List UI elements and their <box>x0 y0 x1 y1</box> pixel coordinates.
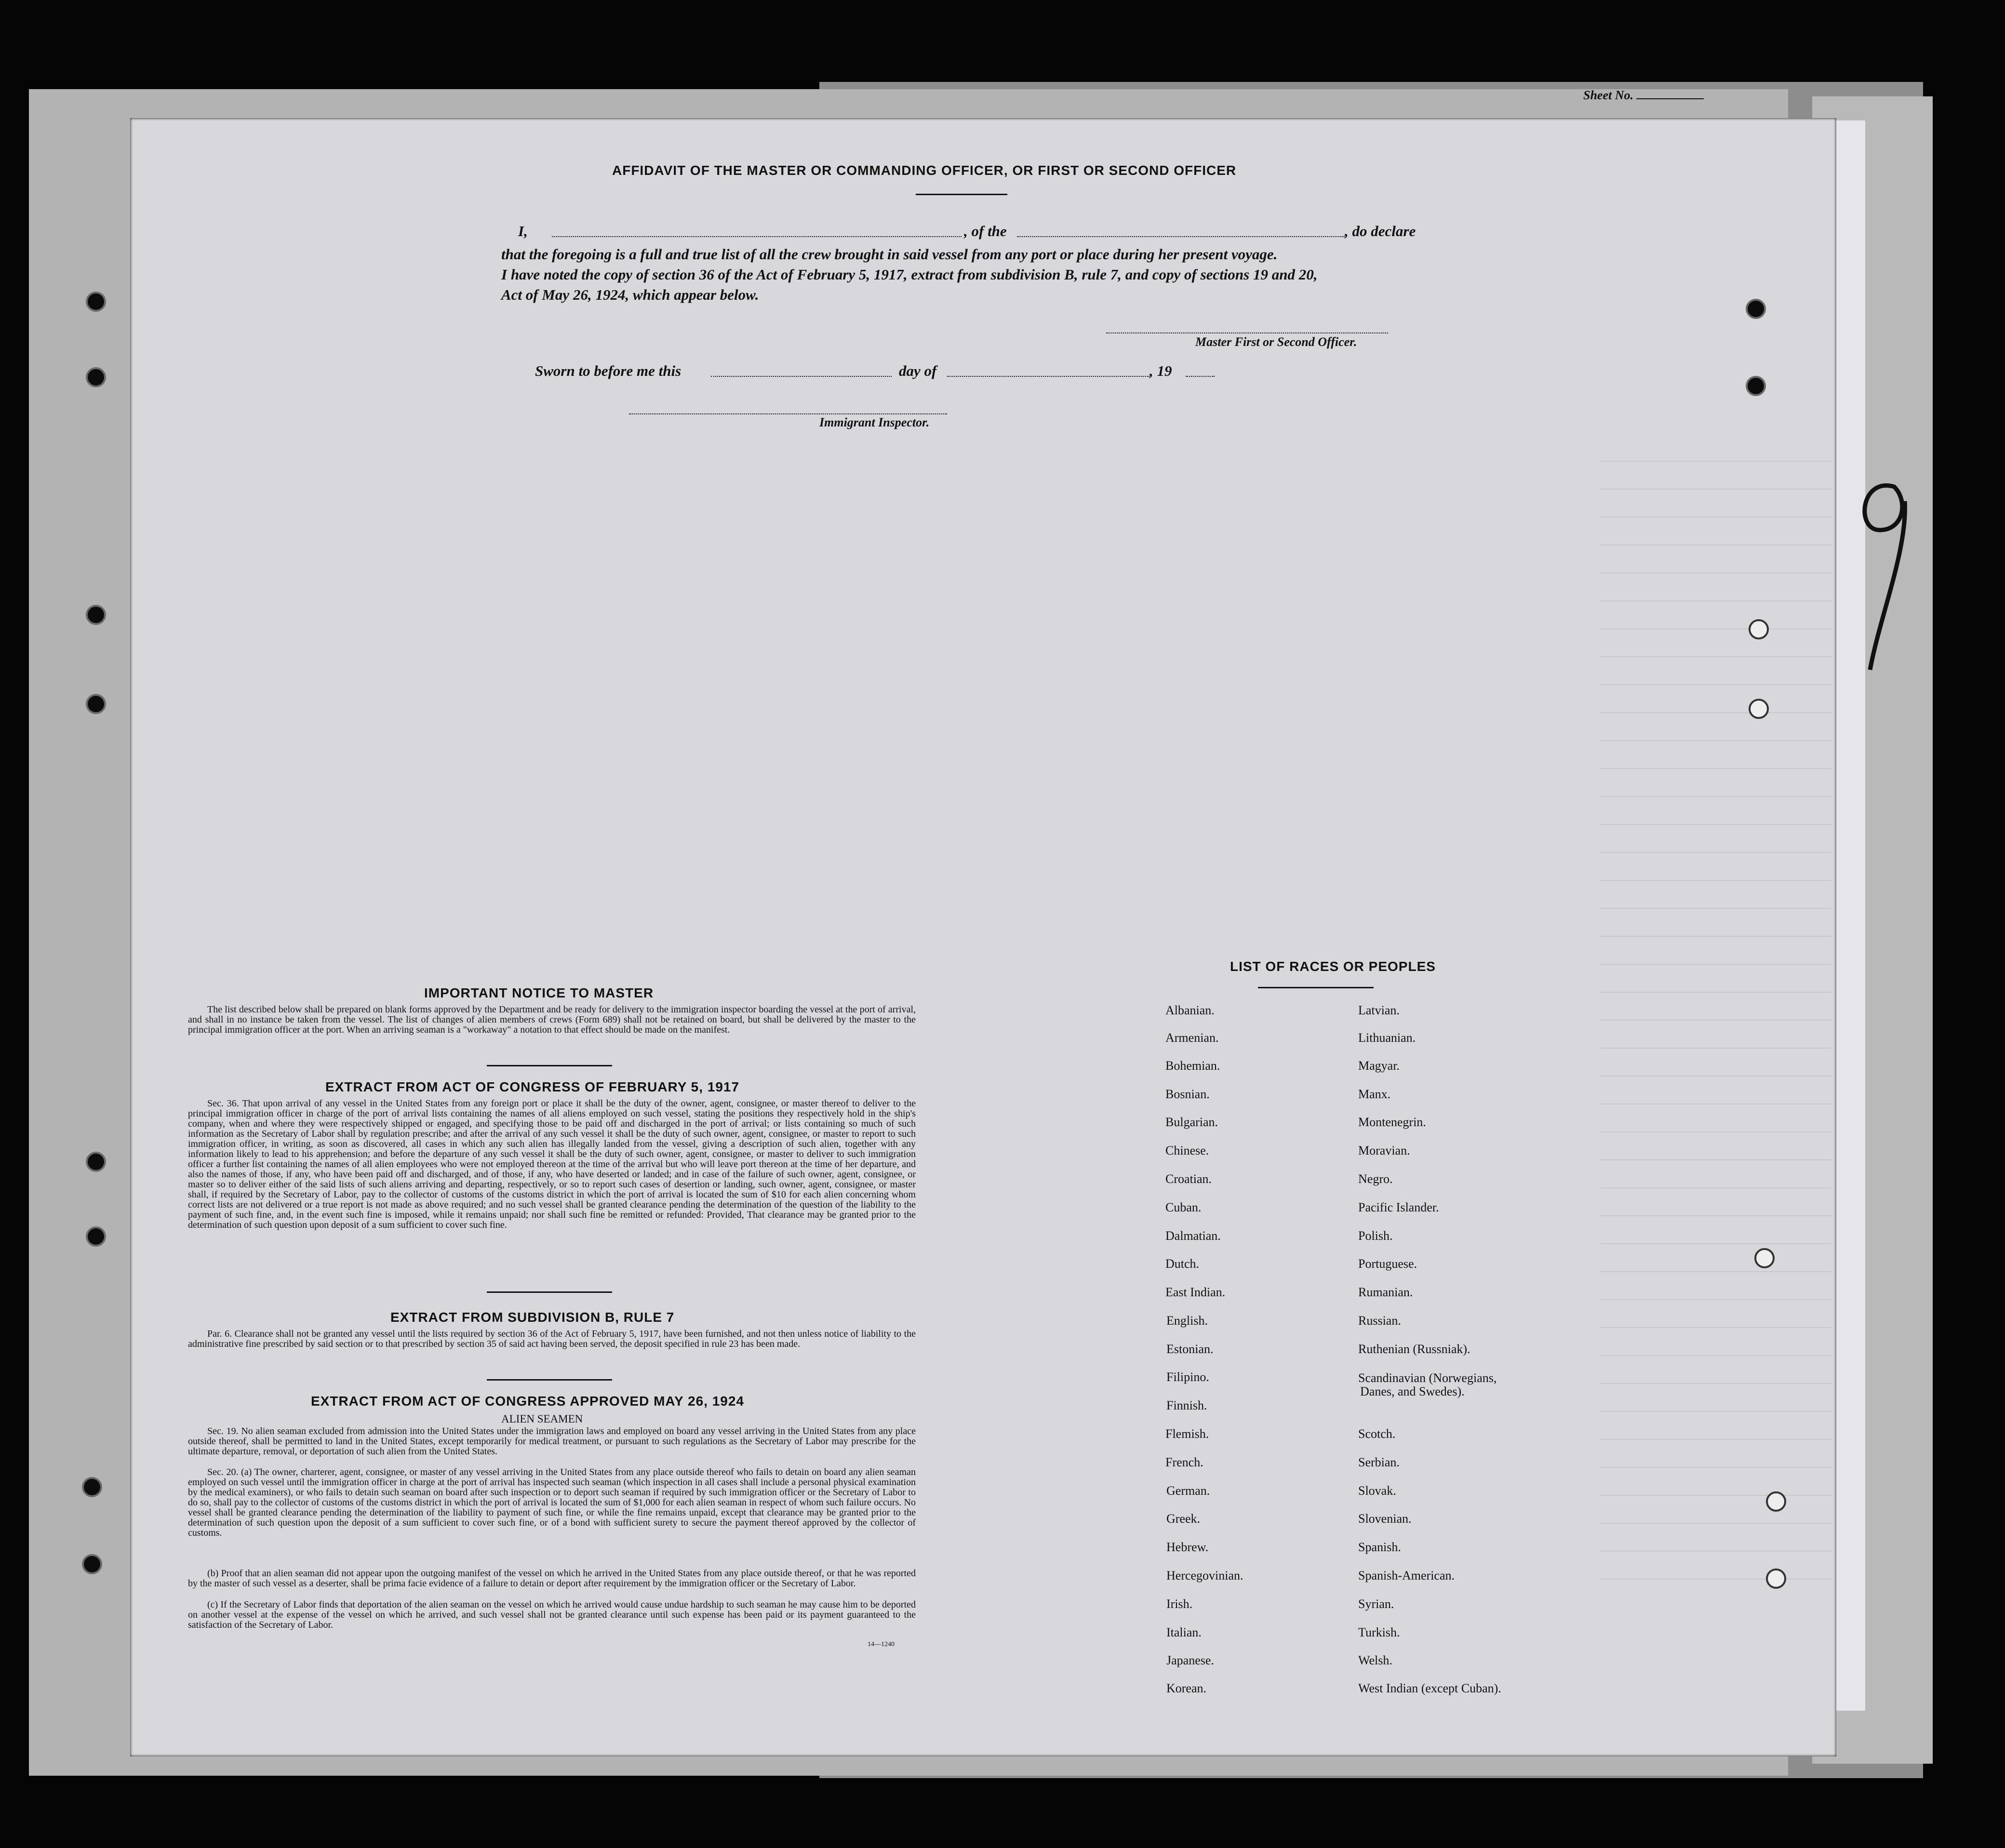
race-item: Dalmatian. <box>1165 1229 1221 1243</box>
race-item: Hercegovinian. <box>1166 1569 1243 1582</box>
rule7-text: Par. 6. Clearance shall not be granted any vessel until the lists required by section 36 of the Act of February 5, 1917, have been furnished, and not then unless notice of liability to the administrative fine prescribed by said section or to that prescribed by section 35 of said act having been served, the deposit specified in rule 23 has been made. <box>188 1329 916 1349</box>
sec-20a-text: Sec. 20. (a) The owner, charterer, agent, consignee, or master of any vessel arriving in the United States from any place outside thereof who fails to detain on board any alien seaman employed on such vessel until the immigration officer in charge at the port of arrival has inspected such seaman (which inspection in all cases shall include a personal physical examination by the medical examiners), or who fails to detain such seaman on board after such inspection or to deport such seaman if required by such immigration officer or the Secretary of Labor to do so, shall pay to the collector of customs of the customs district in which the port of arrival is located the sum of $1,000 for each alien seaman in respect of whom such failure occurs. No vessel shall be granted clearance pending the determination of the liability to payment of such fine, or while the fine remains unpaid, except that clearance may be granted prior to the determination of such question upon the deposit of a sum sufficient to cover such fine, or of a bond with sufficient surety to secure the payment thereof approved by the collector of customs. <box>188 1467 916 1538</box>
vessel-name-blank <box>1017 236 1345 237</box>
race-item: Estonian. <box>1166 1342 1214 1356</box>
form-number: 14—1240 <box>868 1641 895 1648</box>
race-item: German. <box>1166 1484 1210 1498</box>
race-item: Filipino. <box>1166 1370 1209 1384</box>
race-item: Negro. <box>1358 1172 1393 1186</box>
page-edge <box>1836 120 1865 1711</box>
race-item: Finnish. <box>1166 1398 1207 1412</box>
binder-hole <box>82 1554 102 1574</box>
affidavit-i: I, <box>518 223 528 239</box>
race-item: Greek. <box>1166 1512 1201 1526</box>
race-item: Scotch. <box>1358 1427 1396 1441</box>
race-item: West Indian (except Cuban). <box>1358 1681 1501 1695</box>
divider <box>487 1379 612 1381</box>
race-item: Japanese. <box>1166 1653 1214 1667</box>
race-item: Syrian. <box>1358 1597 1394 1611</box>
race-item: Ruthenian (Russniak). <box>1358 1342 1470 1356</box>
affidavit-line-2: that the foregoing is a full and true list of all the crew brought in said vessel from any port or place during her present voyage. <box>501 246 1278 263</box>
race-item: Dutch. <box>1165 1257 1200 1271</box>
sworn-day-blank <box>711 376 892 377</box>
sec-20b-text: (b) Proof that an alien seaman did not appear upon the outgoing manifest of the vessel on which he arrived in the United States from any place outside thereof, or that he was reported by the master of such vessel as a deserter, shall be prima facie evidence of a failure to detain or deport after requirement by the immigration officer or the Secretary of Labor. <box>188 1568 916 1589</box>
binder-hole <box>86 605 106 625</box>
month-blank <box>947 376 1150 377</box>
sheet-number: Sheet No. <box>1583 88 1704 103</box>
divider <box>487 1065 612 1066</box>
inspector-label: Immigrant Inspector. <box>819 415 930 429</box>
race-item: Irish. <box>1166 1597 1193 1611</box>
binder-hole <box>1766 1491 1786 1512</box>
divider <box>487 1291 612 1293</box>
race-item: Portuguese. <box>1358 1257 1417 1271</box>
race-item: Spanish-American. <box>1358 1569 1455 1582</box>
binder-hole <box>1746 299 1766 319</box>
affidavit-declare: , do declare <box>1345 223 1416 239</box>
extract-1917-title: EXTRACT FROM ACT OF CONGRESS OF FEBRUARY 5, 1917 <box>325 1079 740 1094</box>
race-item: Armenian. <box>1165 1031 1219 1045</box>
divider <box>1258 987 1374 988</box>
races-title: LIST OF RACES OR PEOPLES <box>1230 959 1436 974</box>
alien-seamen-subtitle: ALIEN SEAMEN <box>501 1413 583 1425</box>
race-item: Moravian. <box>1358 1143 1410 1157</box>
race-item: Pacific Islander. <box>1358 1200 1439 1214</box>
handwritten-nine-mark <box>1851 472 1923 675</box>
race-item: Manx. <box>1358 1087 1391 1101</box>
race-item: Spanish. <box>1358 1540 1401 1554</box>
binder-hole <box>1766 1569 1786 1589</box>
race-item: English. <box>1166 1314 1208 1328</box>
race-item: East Indian. <box>1165 1285 1226 1299</box>
race-item: Russian. <box>1358 1314 1401 1328</box>
race-item: Danes, and Swedes). <box>1360 1384 1465 1398</box>
notice-title: IMPORTANT NOTICE TO MASTER <box>424 985 654 1000</box>
binder-hole <box>86 292 106 312</box>
race-item: Scandinavian (Norwegians, <box>1358 1371 1497 1385</box>
race-item: Montenegrin. <box>1358 1115 1426 1129</box>
extract-1917-text: Sec. 36. That upon arrival of any vessel in the United States from any foreign port or place it shall be the duty of the owner, agent, consignee, or master thereof to deliver to the principal immigration officer in charge of the port of arrival lists containing the names of all aliens employed on such vessel, stating the positions they respectively hold in the ship's company, when and where they were respectively shipped or engaged, and specifying those to be paid off and discharged in the port of arrival; or lists containing so much of such information as the Secretary of Labor shall by regulation prescribe; and after the arrival of any such vessel it shall be the duty of such owner, agent, consignee, or master to report to such immigration officer, in writing, as soon as discovered, all cases in which any such alien has illegally landed from the vessel, giving a description of such alien, together with any information likely to lead to his apprehension; and before the departure of any such vessel it shall be the duty of such owner, agent, consignee, or master to deliver to such immigration officer a further list containing the names of all alien employees who were not employed thereon at the time of the arrival but who will leave port thereon at the time of her departure, and also the names of those, if any, who have been paid off and discharged, and of those, if any, who have deserted or landed; and in case of the failure of such owner, agent, consignee, or master so to deliver either of the said lists of such aliens arriving and departing, respectively, or so to report such cases of desertion or landing, such owner, agent, consignee, or master shall, if required by the Secretary of Labor, pay to the collector of customs of the customs district in which the port of arrival is located the sum of $10 for each alien concerning whom correct lists are not delivered or a true report is not made as above required; and no such vessel shall be granted clearance pending the determination of the question of the liability to the payment of such fine, and, in the event such fine is imposed, while it remains unpaid; nor shall such fine be remitted or refunded: Provided, That clearance may be granted prior to the determination of such question upon deposit of a sum sufficient to cover such fine. <box>188 1098 916 1230</box>
race-item: Hebrew. <box>1166 1540 1209 1554</box>
race-item: Croatian. <box>1165 1172 1212 1186</box>
year-blank <box>1186 376 1215 377</box>
race-item: Flemish. <box>1165 1427 1209 1441</box>
race-item: French. <box>1165 1455 1203 1469</box>
race-item: Bosnian. <box>1165 1087 1210 1101</box>
day-of-text: day of <box>899 362 937 379</box>
signature-label: Master First or Second Officer. <box>1195 335 1357 349</box>
race-item: Magyar. <box>1358 1059 1400 1073</box>
affidavit-title: AFFIDAVIT OF THE MASTER OR COMMANDING OFFICER, OR FIRST OR SECOND OFFICER <box>612 163 1237 178</box>
extract-1924-title: EXTRACT FROM ACT OF CONGRESS APPROVED MAY 26, 1924 <box>311 1394 744 1409</box>
race-item: Turkish. <box>1358 1625 1400 1639</box>
race-item: Lithuanian. <box>1358 1031 1416 1045</box>
race-item: Cuban. <box>1165 1200 1202 1214</box>
race-item: Bulgarian. <box>1165 1115 1218 1129</box>
binder-hole <box>1754 1248 1775 1268</box>
race-item: Slovenian. <box>1358 1512 1412 1526</box>
inspector-signature-line <box>629 413 947 414</box>
binder-hole <box>86 1226 106 1247</box>
race-item: Polish. <box>1358 1229 1393 1243</box>
race-item: Albanian. <box>1165 1003 1215 1017</box>
sec-19-text: Sec. 19. No alien seaman excluded from admission into the United States under the immigration laws and employed on board any vessel arriving in the United States from any place outside thereof, shall be permitted to land in the United States, except temporarily for medical treatment, or pursuant to such regulations as the Secretary of Labor may prescribe for the ultimate departure, removal, or deportation of such alien from the United States. <box>188 1426 916 1457</box>
binder-hole <box>82 1477 102 1497</box>
binder-hole <box>86 694 106 714</box>
affidavit-of-the: , of the <box>964 223 1007 239</box>
signature-line <box>1106 332 1388 333</box>
affidavit-line-3: I have noted the copy of section 36 of the Act of February 5, 1917, extract from subdivision B, rule 7, and copy of sections 19 and 20, <box>501 266 1318 283</box>
race-item: Serbian. <box>1358 1455 1400 1469</box>
binder-hole <box>86 1152 106 1172</box>
divider <box>916 194 1007 195</box>
race-item: Rumanian. <box>1358 1285 1413 1299</box>
binder-hole <box>1749 619 1769 639</box>
sworn-text: Sworn to before me this <box>535 362 682 379</box>
notice-text: The list described below shall be prepared on blank forms approved by the Department and be ready for delivery to the immigration inspector boarding the vessel at the port of arrival, and shall in no instance be taken from the vessel. The list of changes of alien members of crews (Form 689) shall not be retained on board, but shall be delivered by the master to the principal immigration officer at the port. When an arriving seaman is a "workaway" a notation to that effect should be made on the manifest. <box>188 1004 916 1035</box>
race-item: Slovak. <box>1358 1484 1396 1498</box>
master-name-blank <box>552 236 962 237</box>
binder-hole <box>1749 699 1769 719</box>
year-prefix: , 19 <box>1150 362 1172 379</box>
binder-hole <box>86 367 106 387</box>
race-item: Italian. <box>1166 1625 1202 1639</box>
race-item: Welsh. <box>1358 1653 1392 1667</box>
race-item: Chinese. <box>1165 1143 1209 1157</box>
race-item: Bohemian. <box>1165 1059 1220 1073</box>
sec-20c-text: (c) If the Secretary of Labor finds that deportation of the alien seaman on the vessel on which he arrived would cause undue hardship to such seaman he may cause him to be deported on another vessel at the expense of the vessel on which he arrived, and such vessel shall not be granted clearance until such expense has been paid or its payment guaranteed to the satisfaction of the Secretary of Labor. <box>188 1599 916 1630</box>
binder-hole <box>1746 376 1766 396</box>
rule7-title: EXTRACT FROM SUBDIVISION B, RULE 7 <box>390 1310 675 1325</box>
bleed-through-rules <box>1600 434 1831 1590</box>
race-item: Korean. <box>1166 1681 1207 1695</box>
affidavit-line-4: Act of May 26, 1924, which appear below. <box>501 286 759 303</box>
race-item: Latvian. <box>1358 1003 1400 1017</box>
